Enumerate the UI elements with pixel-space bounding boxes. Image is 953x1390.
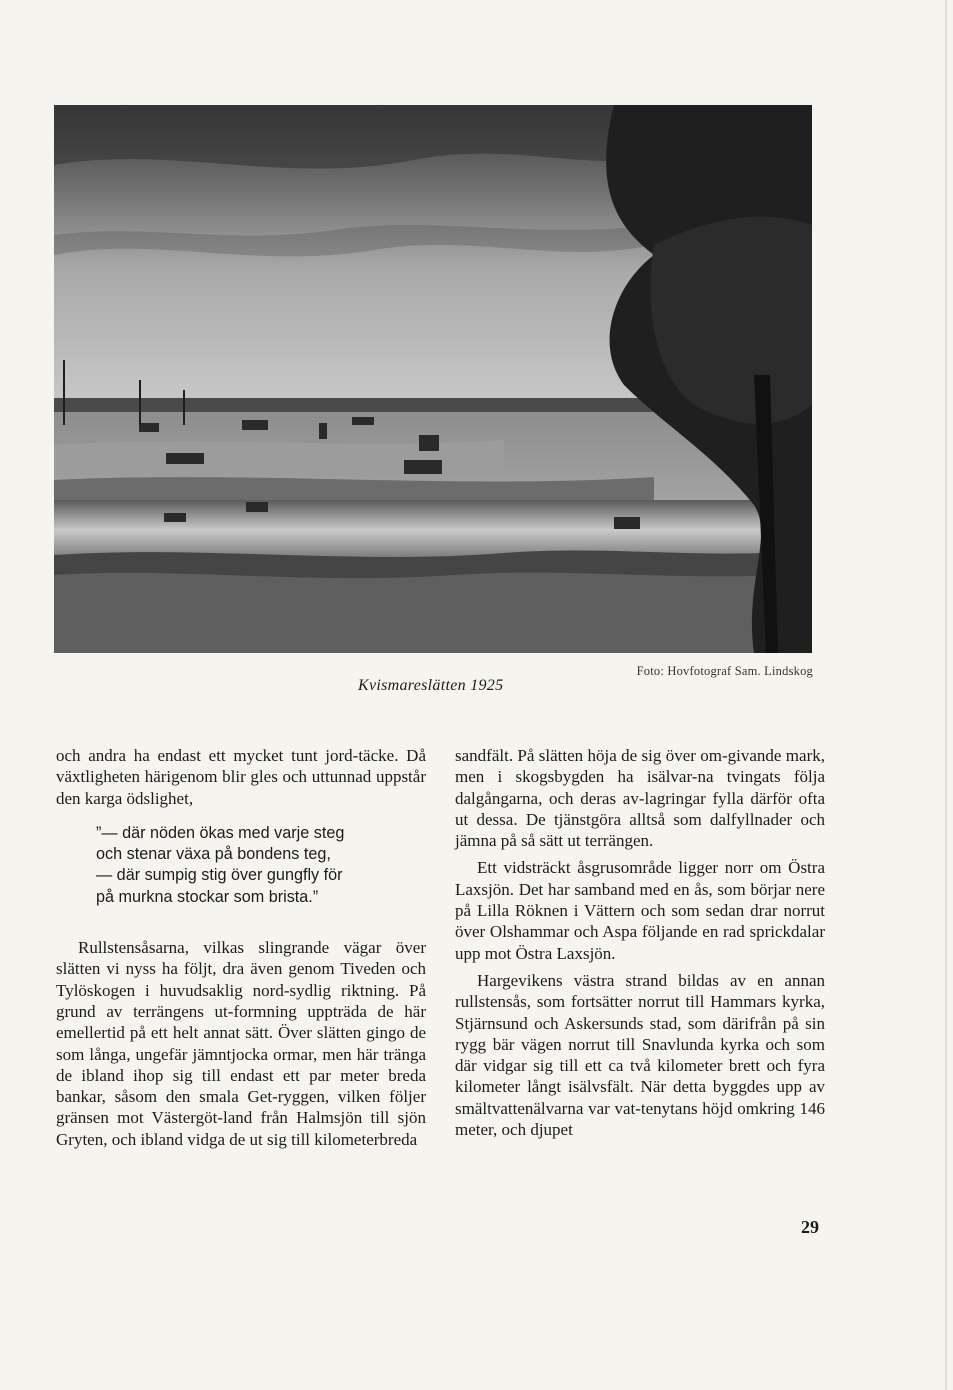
verse-line: på murkna stockar som brista.” xyxy=(96,887,319,906)
page-edge xyxy=(945,0,947,1390)
photo-caption: Kvismareslätten 1925 xyxy=(358,677,504,694)
left-paragraph-2: Rullstensåsarna, vilkas slingrande vägar över slätten vi nyss ha följt, dra även genom Tiveden och Tylöskogen i huvudsaklig nord-sydlig riktning. På grund av terrängens ut-formning uppträda de här emellertid på ett helt annat sätt. Över slätten gingo de som långa, ungefär jämntjocka ormar, men här tränga de ibland ihop sig till endast ett par meter breda bankar, såsom den smala Get-ryggen, vilken följer gränsen mot Västergöt-land från Halmsjön till sjön Gryten, och ibland vidga de ut sig till kilometerbreda xyxy=(56,938,426,1149)
landscape-photo xyxy=(54,105,812,653)
right-column xyxy=(455,745,825,1140)
spacer xyxy=(56,922,426,937)
right-paragraph-1: sandfält. På slätten höja de sig över om-givande mark, men i skogsbygden ha isälvar-na tvingats följa dalgångarna, och deras av-lagringar fylla därför ofta ut dessa. De tjänstgöra alltså som dalfyllnader och jämna på så sätt ut terrängen. xyxy=(455,746,825,851)
right-paragraph-3: Hargevikens västra strand bildas av en annan rullstensås, som fortsätter norrut till Hammars kyrka, Stjärnsund och Askersunds stad, som därifrån på sin rygg bär vägen norrut till Snavlunda kyrka och som där vidgar sig till ett ca två kilometer brett och fyra kilometer långt isälvsfält. När detta byggdes upp av smältvattenälvarna var vat-tenytans höjd omkring 146 meter, och djupet xyxy=(455,970,825,1140)
verse-quote xyxy=(96,823,426,908)
right-paragraph-2: Ett vidsträckt åsgrusområde ligger norr om Östra Laxsjön. Det har samband med en ås, som börjar nere på Lilla Röknen i Vättern och som sedan drar norrut över Olshammar och Aspa följande en rad sprickdalar upp mot Östra Laxsjön. xyxy=(455,858,825,963)
page-number: 29 xyxy=(801,1217,819,1237)
left-column xyxy=(56,745,426,1150)
verse-line: — där sumpig stig över gungfly för xyxy=(96,866,343,885)
photo-credit: Foto: Hovfotograf Sam. Lindskog xyxy=(636,664,813,678)
verse-line: och stenar växa på bondens teg, xyxy=(96,845,331,864)
verse-line: ”— där nöden ökas med varje steg xyxy=(96,823,345,842)
left-paragraph-1: och andra ha endast ett mycket tunt jord-täcke. Då växtligheten härigenom blir gles och uttunnad uppstår den karga ödslighet, xyxy=(56,746,426,808)
